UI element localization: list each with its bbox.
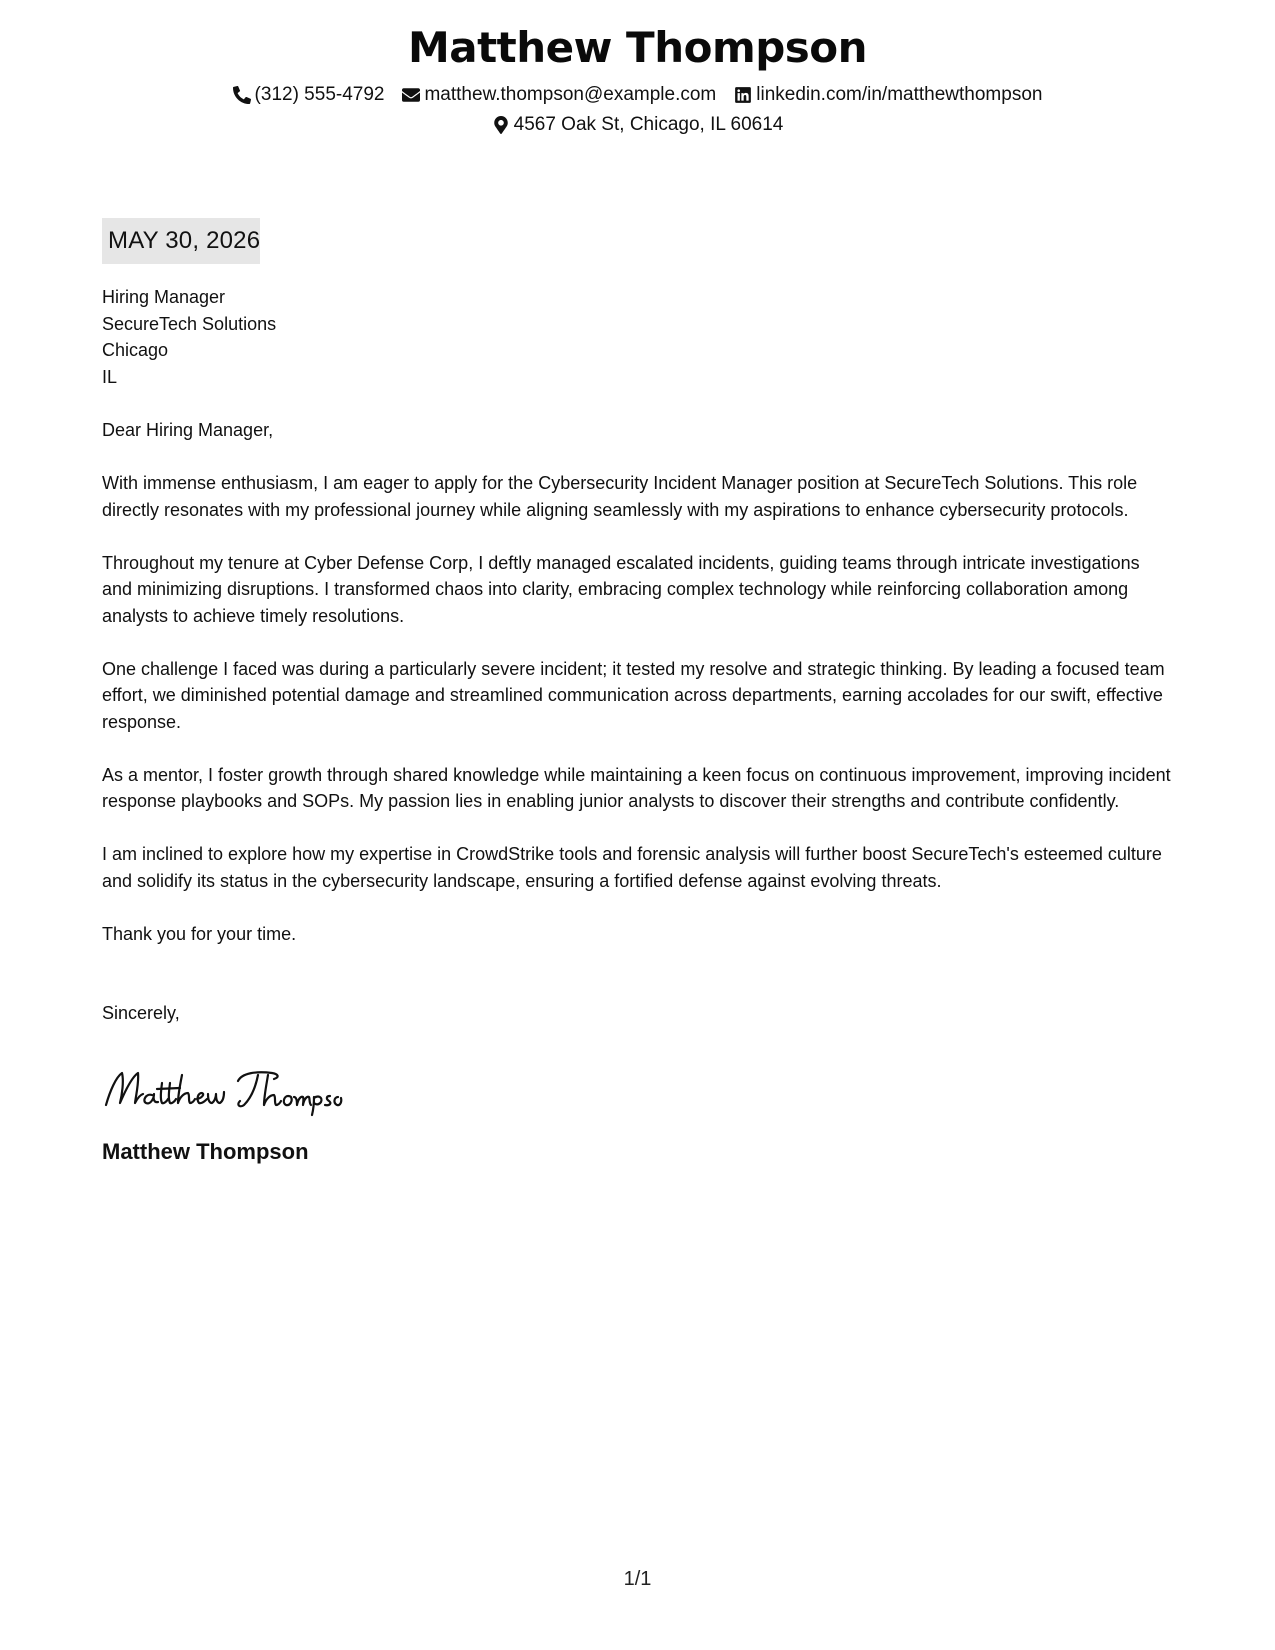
linkedin-text[interactable]: linkedin.com/in/matthewthompson — [756, 84, 1043, 105]
closing-line: Sincerely, — [102, 1003, 180, 1023]
salutation: Dear Hiring Manager, — [102, 420, 274, 440]
body-paragraph: As a mentor, I foster growth through shared knowledge while maintaining a keen focus on continuous improvement, improving incident response playbooks and SOPs. My passion lies in enabling junior analysts to discover their strengths and contribute confidently. — [102, 764, 1171, 811]
body-paragraph: With immense enthusiasm, I am eager to apply for the Cybersecurity Incident Manager position at SecureTech Solutions. This role directly resonates with my professional journey while aligning seamlessly with my aspirations to enhance cybersecurity protocols. — [102, 473, 1138, 520]
letter-date: MAY 30, 2026 — [102, 218, 260, 264]
body-paragraph: Throughout my tenure at Cyber Defense Corp, I deftly managed escalated incidents, guiding teams through intricate investigations and minimizing disruptions. I transformed chaos into clarity, embracing complex technology while reinforcing collaboration among analysts to achieve timely resolutions. — [102, 552, 1140, 626]
letter-header — [0, 20, 1275, 140]
envelope-icon — [402, 86, 420, 104]
body-paragraph: One challenge I faced was during a particularly severe incident; it tested my resolve and strategic thinking. By leading a focused team effort, we diminished potential damage and streamlined communication across departments, earning accolades for our swift, effective response. — [102, 658, 1165, 732]
phone-text: (312) 555-4792 — [254, 84, 385, 105]
signed-name: Matthew Thompson — [102, 1138, 309, 1164]
contact-phone — [233, 80, 385, 110]
recipient-block — [102, 284, 1172, 390]
contact-row — [0, 80, 1275, 110]
body-paragraph: I am inclined to explore how my expertise in CrowdStrike tools and forensic analysis will further boost SecureTech's esteemed culture and solidify its status in the cybersecurity landscape, ensuring a fortified defense against evolving threats. — [102, 844, 1162, 891]
contact-linkedin[interactable] — [734, 80, 1042, 110]
recipient-city: Chicago — [102, 340, 169, 360]
recipient-state: IL — [102, 366, 118, 387]
recipient-company: SecureTech Solutions — [102, 313, 277, 334]
phone-icon — [233, 86, 251, 104]
letter-body — [102, 218, 1172, 1167]
address-text: 4567 Oak St, Chicago, IL 60614 — [513, 114, 784, 135]
thank-you-line: Thank you for your time. — [102, 923, 297, 944]
page-number: 1/1 — [623, 1568, 652, 1590]
map-marker-icon — [492, 116, 510, 134]
contact-email[interactable] — [402, 80, 716, 110]
recipient-title: Hiring Manager — [102, 287, 226, 307]
address-row — [0, 110, 1275, 140]
email-text[interactable]: matthew.thompson@example.com — [424, 84, 717, 105]
linkedin-icon — [734, 86, 752, 104]
signature-image — [102, 1061, 372, 1117]
contact-address — [492, 110, 784, 140]
applicant-name: Matthew Thompson — [407, 23, 868, 72]
